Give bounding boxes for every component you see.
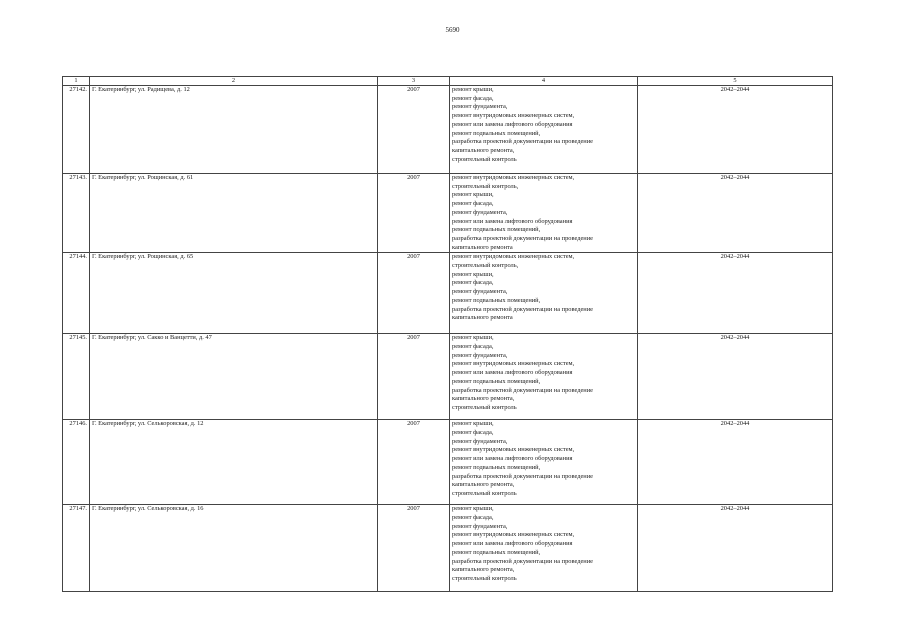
commission-year: 2007 xyxy=(378,174,450,253)
work-item: ремонт фасада, xyxy=(452,94,494,102)
work-item: ремонт фундамента, xyxy=(452,208,508,216)
table-row xyxy=(63,505,833,592)
work-item: капитального ремонта, xyxy=(452,481,515,489)
work-item: строительный контроль xyxy=(452,489,517,497)
repair-works xyxy=(450,334,638,420)
repair-works xyxy=(450,505,638,592)
work-item: строительный контроль xyxy=(452,155,517,163)
work-item: ремонт крыши, xyxy=(452,505,494,513)
building-address: Г. Екатеринбург, ул. Селькоровская, д. 16 xyxy=(90,505,378,592)
commission-year: 2007 xyxy=(378,334,450,420)
table-row xyxy=(63,86,833,174)
work-item: ремонт фундамента, xyxy=(452,288,508,296)
work-item: ремонт крыши, xyxy=(452,420,494,428)
work-item: ремонт подвальных помещений, xyxy=(452,548,541,556)
work-item: ремонт подвальных помещений, xyxy=(452,463,541,471)
work-item: ремонт фундамента, xyxy=(452,437,508,445)
repair-schedule-table xyxy=(62,76,833,592)
work-item: ремонт крыши, xyxy=(452,334,494,342)
building-address: Г. Екатеринбург, ул. Селькоровская, д. 12 xyxy=(90,420,378,505)
row-number: 27147. xyxy=(63,505,90,592)
row-number: 27146. xyxy=(63,420,90,505)
column-header-1: 1 xyxy=(63,77,90,86)
repair-period: 2042–2044 xyxy=(638,86,833,174)
work-item: строительный контроль, xyxy=(452,262,519,270)
work-item: ремонт фундамента, xyxy=(452,522,508,530)
work-item: ремонт фасада, xyxy=(452,343,494,351)
work-item: разработка проектной документации на проведение xyxy=(452,305,593,313)
work-item: ремонт подвальных помещений, xyxy=(452,226,541,234)
work-item: ремонт или замена лифтового оборудования xyxy=(452,217,573,225)
table-header xyxy=(63,77,833,86)
row-number: 27145. xyxy=(63,334,90,420)
column-header-4: 4 xyxy=(450,77,638,86)
repair-works xyxy=(450,86,638,174)
work-item: ремонт внутридомовых инженерных систем, xyxy=(452,446,575,454)
table-body xyxy=(63,86,833,592)
work-item: ремонт внутридомовых инженерных систем, xyxy=(452,174,575,181)
repair-works xyxy=(450,420,638,505)
work-item: капитального ремонта, xyxy=(452,146,515,154)
work-item: ремонт подвальных помещений, xyxy=(452,296,541,304)
work-item: капитального ремонта xyxy=(452,243,513,251)
repair-period: 2042–2044 xyxy=(638,253,833,334)
work-item: строительный контроль, xyxy=(452,182,519,190)
work-item: разработка проектной документации на проведение xyxy=(452,472,593,480)
work-item: капитального ремонта, xyxy=(452,566,515,574)
table-row xyxy=(63,174,833,253)
work-item: ремонт внутридомовых инженерных систем, xyxy=(452,112,575,120)
repair-period: 2042–2044 xyxy=(638,505,833,592)
work-item: строительный контроль xyxy=(452,574,517,582)
repair-works xyxy=(450,253,638,334)
commission-year: 2007 xyxy=(378,86,450,174)
work-item: ремонт подвальных помещений, xyxy=(452,129,541,137)
column-number-row xyxy=(63,77,833,86)
commission-year: 2007 xyxy=(378,253,450,334)
repair-period: 2042–2044 xyxy=(638,334,833,420)
building-address: Г. Екатеринбург, ул. Радищева, д. 12 xyxy=(90,86,378,174)
work-item: капитального ремонта xyxy=(452,314,513,322)
work-item: разработка проектной документации на проведение xyxy=(452,557,593,565)
column-header-2: 2 xyxy=(90,77,378,86)
commission-year: 2007 xyxy=(378,420,450,505)
work-item: ремонт подвальных помещений, xyxy=(452,377,541,385)
work-item: разработка проектной документации на проведение xyxy=(452,234,593,242)
work-item: ремонт крыши, xyxy=(452,270,494,278)
table-row xyxy=(63,420,833,505)
work-item: ремонт крыши, xyxy=(452,86,494,93)
work-item: ремонт фасада, xyxy=(452,279,494,287)
column-header-5: 5 xyxy=(638,77,833,86)
work-item: капитального ремонта, xyxy=(452,395,515,403)
repair-period: 2042–2044 xyxy=(638,420,833,505)
table-row xyxy=(63,253,833,334)
commission-year: 2007 xyxy=(378,505,450,592)
work-item: ремонт внутридомовых инженерных систем, xyxy=(452,531,575,539)
work-item: ремонт фасада, xyxy=(452,200,494,208)
page-number: 5690 xyxy=(445,26,460,34)
row-number: 27143. xyxy=(63,174,90,253)
row-number: 27144. xyxy=(63,253,90,334)
work-item: ремонт фасада, xyxy=(452,429,494,437)
work-item: разработка проектной документации на проведение xyxy=(452,386,593,394)
work-item: ремонт внутридомовых инженерных систем, xyxy=(452,253,575,261)
work-item: ремонт или замена лифтового оборудования xyxy=(452,455,573,463)
building-address: Г. Екатеринбург, ул. Сакко и Ванцетти, д. 47 xyxy=(90,334,378,420)
building-address: Г. Екатеринбург, ул. Рощинская, д. 61 xyxy=(90,174,378,253)
building-address: Г. Екатеринбург, ул. Рощинская, д. 65 xyxy=(90,253,378,334)
work-item: ремонт или замена лифтового оборудования xyxy=(452,369,573,377)
row-number: 27142. xyxy=(63,86,90,174)
column-header-3: 3 xyxy=(378,77,450,86)
work-item: ремонт фасада, xyxy=(452,514,494,522)
work-item: разработка проектной документации на проведение xyxy=(452,138,593,146)
work-item: строительный контроль xyxy=(452,403,517,411)
table-row xyxy=(63,334,833,420)
repair-period: 2042–2044 xyxy=(638,174,833,253)
repair-works xyxy=(450,174,638,253)
work-item: ремонт или замена лифтового оборудования xyxy=(452,120,573,128)
work-item: ремонт фундамента, xyxy=(452,103,508,111)
work-item: ремонт внутридомовых инженерных систем, xyxy=(452,360,575,368)
work-item: ремонт фундамента, xyxy=(452,351,508,359)
work-item: ремонт крыши, xyxy=(452,191,494,199)
work-item: ремонт или замена лифтового оборудования xyxy=(452,540,573,548)
